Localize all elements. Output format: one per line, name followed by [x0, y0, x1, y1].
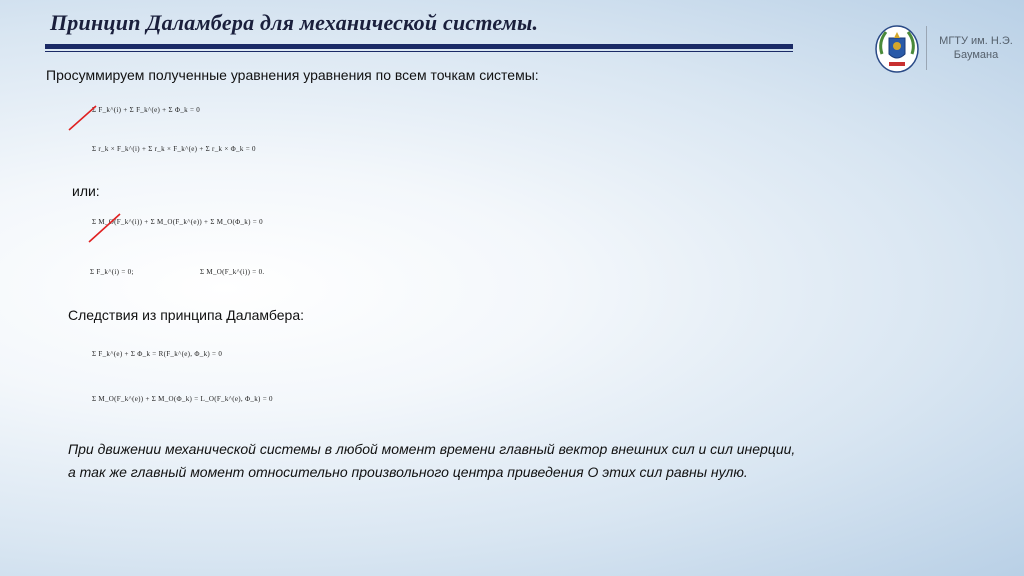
- title-rule-thick: [45, 44, 793, 49]
- equation-4a: Σ F_k^(i) = 0;: [90, 268, 134, 276]
- equation-1: Σ F_k^(i) + Σ F_k^(e) + Σ Φ_k = 0: [92, 106, 201, 114]
- equation-4b: Σ M_O(F_k^(i)) = 0.: [200, 268, 265, 276]
- title-rule-thin: [45, 51, 793, 52]
- or-label: или:: [72, 183, 100, 199]
- consequences-label: Следствия из принципа Даламбера:: [68, 307, 305, 323]
- strike-line-2: [86, 211, 124, 245]
- university-name: [934, 34, 1018, 62]
- slide-title: Принцип Даламбера для механической системы.: [50, 10, 539, 35]
- equation-5: Σ F_k^(e) + Σ Φ_k = R(F_k^(e), Φ_k) = 0: [92, 350, 223, 358]
- conclusion-text: [68, 438, 888, 484]
- conclusion-line1: При движении механической системы в любой момент времени главный вектор внешних сил и сил инерции,: [68, 441, 796, 457]
- intro-text: Просуммируем полученные уравнения уравнения по всем точкам системы:: [46, 67, 539, 83]
- equation-3: Σ M_O(F_k^(i)) + Σ M_O(F_k^(e)) + Σ M_O(Φ_k) = 0: [92, 218, 263, 226]
- equation-6: Σ M_O(F_k^(e)) + Σ M_O(Φ_k) = L_O(F_k^(e), Φ_k) = 0: [92, 395, 273, 403]
- university-name-line1: МГТУ им. Н.Э.: [939, 35, 1013, 47]
- university-emblem-icon: [874, 24, 920, 74]
- university-name-line2: Баумана: [953, 49, 999, 61]
- conclusion-line2: а так же главный момент относительно произвольного центра приведения О этих сил равны нулю.: [68, 464, 748, 480]
- header-separator: [926, 26, 927, 70]
- equation-2: Σ r_k × F_k^(i) + Σ r_k × F_k^(e) + Σ r_k × Φ_k = 0: [92, 145, 256, 153]
- strike-line-1: [66, 103, 100, 133]
